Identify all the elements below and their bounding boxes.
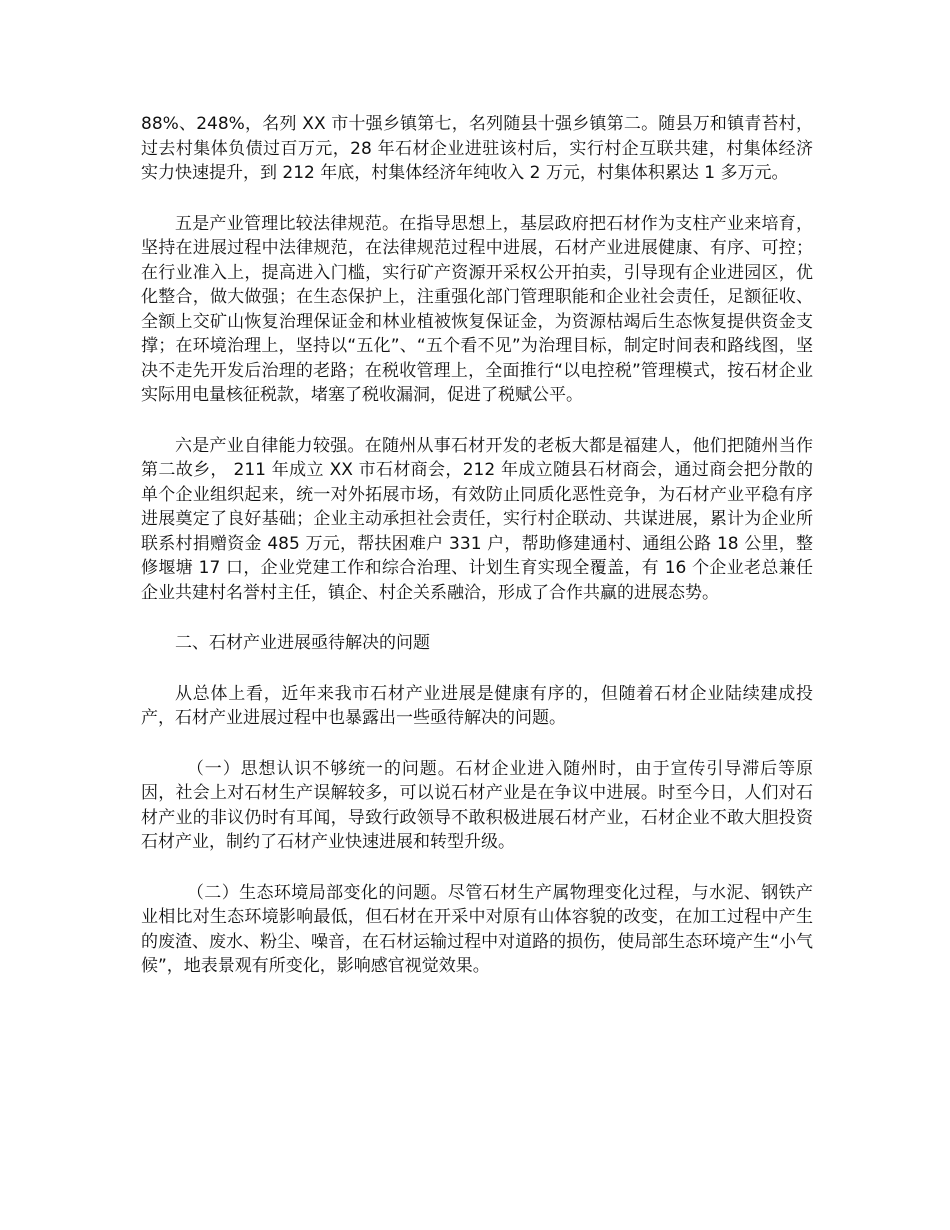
paragraph-issue-one: （一）思想认识不够统一的问题。石材企业进入随州时，由于宣传引导滞后等原因，社会上对石材生产误解较多，可以说石材产业是在争议中进展。时至今日，人们对石材产业的非议仍时有耳闻，导致行政领导不敢积极进展石材产业，石材企业不敢大胆投资石材产业，制约了石材产业快速进展和转型升级。: [141, 758, 813, 852]
paragraph-item-six: 六是产业自律能力较强。在随州从事石材开发的老板大都是福建人，他们把随州当作第二故乡， 211 年成立 XX 市石材商会，212 年成立随县石材商会，通过商会把分散的单个企业组织起来，统一对外拓展市场，有效防止同质化恶性竞争，为石材产业平稳有序进展奠定了良好基础；企业主动承担社会责任，实行村企联动、共谋进展，累计为企业所联系村捐赠资金 485 万元，帮扶困难户 331 户，帮助修建通村、通组公路 18 公里，整修堰塘 17 口，企业党建工作和综合治理、计划生育实现全覆盖，有 16 个企业老总兼任企业共建村名誉村主任，镇企、村企关系融洽，形成了合作共赢的进展态势。: [141, 435, 813, 603]
section-heading: 二、石材产业进展亟待解决的问题: [175, 633, 430, 653]
document-page: [141, 112, 813, 1005]
paragraph-item-five: 五是产业管理比较法律规范。在指导思想上，基层政府把石材作为支柱产业来培育，坚持在进展过程中法律规范，在法律规范过程中进展，石材产业进展健康、有序、可控；在行业准入上，提高进入门槛，实行矿产资源开采权公开拍卖，引导现有企业进园区，优化整合，做大做强；在生态保护上，注重强化部门管理职能和企业社会责任，足额征收、全额上交矿山恢复治理保证金和林业植被恢复保证金，为资源枯竭后生态恢复提供资金支撑；在环境治理上，坚持以“五化”、“五个看不见”为治理目标，制定时间表和路线图，坚决不走先开发后治理的老路；在税收管理上，全面推行“以电控税”管理模式，按石材企业实际用电量核征税款，堵塞了税收漏洞，促进了税赋公平。: [141, 213, 813, 405]
paragraph-issue-two: （二）生态环境局部变化的问题。尽管石材生产属物理变化过程，与水泥、钢铁产业相比对生态环境影响最低，但石材在开采中对原有山体容貌的改变，在加工过程中产生的废渣、废水、粉尘、噪音，在石材运输过程中对道路的损伤，使局部生态环境产生“小气候”，地表景观有所变化，影响感官视觉效果。: [141, 882, 813, 976]
paragraph-continued: 88%、248%，名列 XX 市十强乡镇第七，名列随县十强乡镇第二。随县万和镇青苔村，过去村集体负债过百万元，28 年石材企业进驻该村后，实行村企互联共建，村集体经济实力快速提升，到 212 年底，村集体经济年纯收入 2 万元，村集体积累达 1 多万元。: [141, 114, 813, 183]
paragraph-overview: 从总体上看，近年来我市石材产业进展是健康有序的，但随着石材企业陆续建成投产，石材产业进展过程中也暴露出一些亟待解决的问题。: [141, 683, 813, 728]
